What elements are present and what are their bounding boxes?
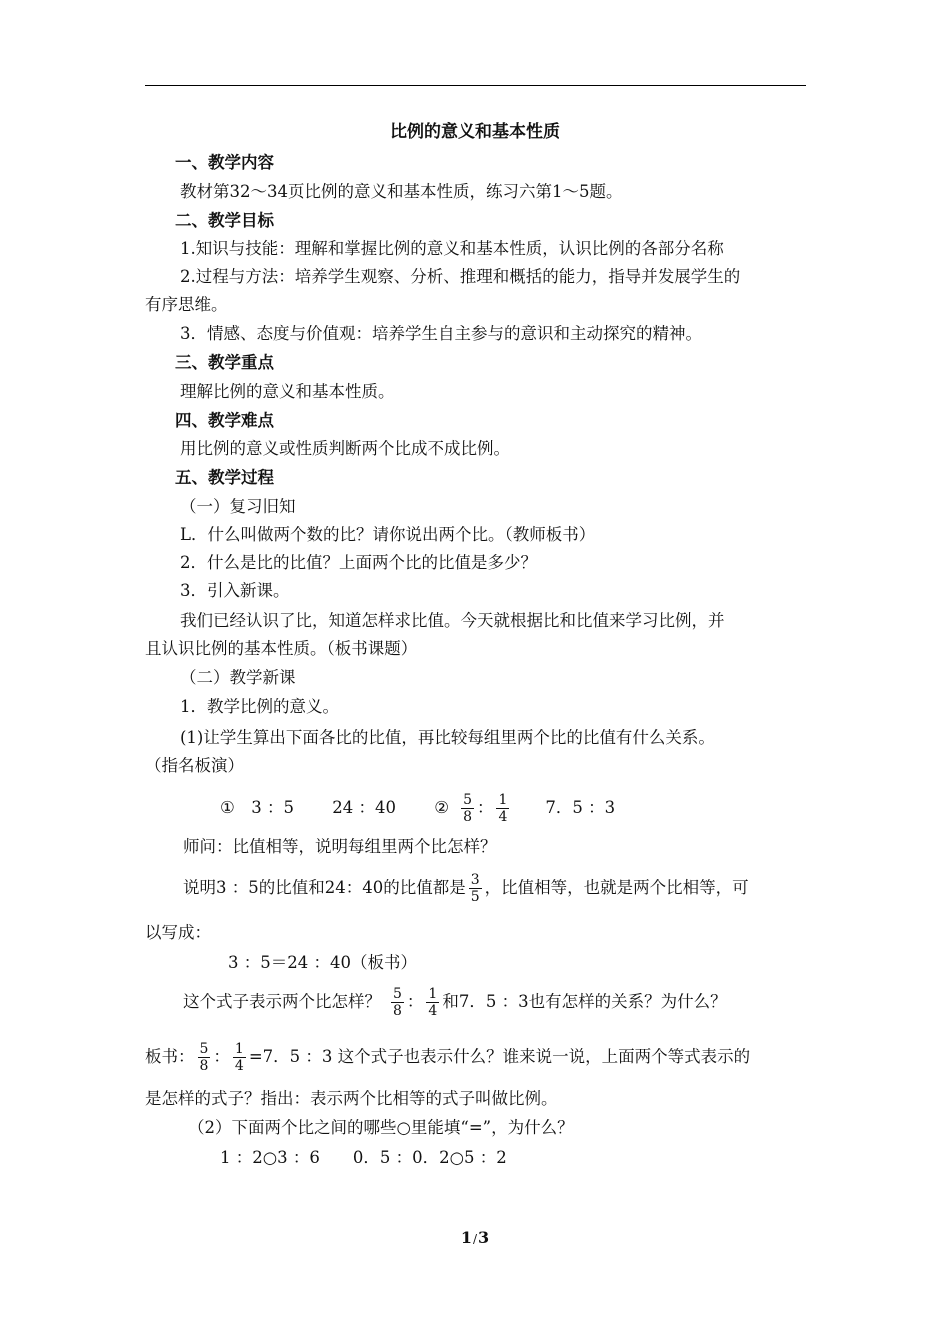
fraction-three-fifths	[469, 872, 482, 905]
heading-process: 五、教学过程	[175, 468, 274, 487]
ratio-colon: ：	[213, 1047, 230, 1066]
fraction-five-eighths	[198, 1041, 211, 1074]
fraction-numerator: 5	[463, 791, 472, 808]
explanation-pre: 说明3 ：5的比值和24：40的比值都是	[183, 878, 466, 897]
page-number	[0, 1228, 950, 1247]
expression-question-row	[183, 982, 727, 1022]
ratio-examples-row	[220, 788, 615, 828]
ratio-colon: ：	[476, 798, 494, 817]
exercise-1-line1: (1)让学生算出下面各比的比值，再比较每组里两个比的比值有什么关系。	[180, 728, 715, 747]
fraction-numerator: 1	[234, 1040, 244, 1057]
review-question-2: 2．什么是比的比值？上面两个比的比值是多少？	[180, 553, 537, 572]
current-page: 1	[460, 1228, 472, 1247]
part-1-label: （一）复习旧知	[180, 497, 296, 516]
heading-key-points: 三、教学重点	[175, 353, 274, 372]
expression-post: 和7．5 ：3也有怎样的关系？为什么？	[442, 992, 727, 1011]
fraction-numerator: 1	[428, 985, 438, 1002]
fraction-denominator: 4	[234, 1057, 244, 1074]
fraction-numerator: 3	[470, 871, 480, 888]
teacher-question: 师问：比值相等，说明每组里两个比怎样？	[183, 837, 497, 856]
fraction-one-quarter	[496, 792, 509, 825]
board-line2: 是怎样的式子？指出：表示两个比相等的式子叫做比例。	[145, 1089, 558, 1108]
goal-2-line2: 有序思维。	[145, 295, 228, 314]
explanation-line1	[183, 868, 749, 908]
expression-pre: 这个式子表示两个比怎样？	[183, 992, 381, 1011]
exercise-1-line2: （指名板演）	[145, 756, 244, 775]
fraction-denominator: 4	[428, 1002, 438, 1019]
key-points-text: 理解比例的意义和基本性质。	[180, 382, 395, 401]
intro-line-2: 且认识比例的基本性质。（板书课题）	[145, 639, 418, 658]
fraction-denominator: 8	[199, 1057, 209, 1074]
board-pre: 板书：	[145, 1047, 195, 1066]
fraction-numerator: 5	[393, 985, 402, 1002]
proportion-board-1: 3 ：5＝24 ：40（板书）	[228, 953, 417, 972]
heading-difficulties: 四、教学难点	[175, 411, 274, 430]
board-post: =7．5 ：3 这个式子也表示什么？谁来说一说，上面两个等式表示的	[248, 1047, 751, 1066]
fraction-denominator: 5	[470, 888, 480, 905]
fraction-numerator: 5	[199, 1040, 209, 1057]
review-question-3: 3．引入新课。	[180, 581, 290, 600]
header-rule	[145, 85, 806, 86]
page-title: 比例的意义和基本性质	[390, 122, 560, 142]
fraction-one-quarter	[233, 1041, 246, 1074]
content-text: 教材第32～34页比例的意义和基本性质，练习六第1～5题。	[180, 182, 623, 201]
fraction-denominator: 4	[498, 808, 508, 825]
fraction-five-eighths	[461, 792, 474, 825]
fraction-denominator: 8	[463, 808, 472, 825]
goal-3: 3．情感、态度与价值观：培养学生自主参与的意识和主动探究的精神。	[180, 324, 702, 343]
heading-content: 一、教学内容	[175, 153, 274, 172]
goal-2-line1: 2.过程与方法：培养学生观察、分析、推理和概括的能力，指导并发展学生的	[180, 267, 741, 286]
explanation-post: ，比值相等，也就是两个比相等，可	[484, 878, 749, 897]
review-question-1: L．什么叫做两个数的比？请你说出两个比。（教师板书）	[180, 525, 596, 544]
heading-goals: 二、教学目标	[175, 211, 274, 230]
ratio-examples-text: ① 3 ：5 24 ：40 ②	[220, 798, 450, 817]
goal-1: 1.知识与技能：理解和掌握比例的意义和基本性质，认识比例的各部分名称	[180, 239, 724, 258]
board-row	[145, 1037, 750, 1077]
difficulties-text: 用比例的意义或性质判断两个比成不成比例。	[180, 439, 510, 458]
new-lesson-1: 1．教学比例的意义。	[180, 697, 339, 716]
fraction-one-quarter	[426, 986, 439, 1019]
fraction-denominator: 8	[393, 1002, 402, 1019]
intro-line-1: 我们已经认识了比，知道怎样求比值。今天就根据比和比值来学习比例，并	[180, 611, 725, 630]
total-pages: 3	[478, 1228, 490, 1247]
fraction-numerator: 1	[498, 791, 508, 808]
fraction-five-eighths	[391, 986, 404, 1019]
exercise-2-question: （2）下面两个比之间的哪些○里能填“=”，为什么？	[188, 1118, 574, 1137]
page-separator: /	[472, 1232, 478, 1246]
part-2-label: （二）教学新课	[180, 668, 296, 687]
exercise-2-ratios: 1 ：2○3 ：6 0．5 ：0．2○5 ：2	[220, 1148, 507, 1167]
ratio-colon: ：	[406, 992, 424, 1011]
explanation-line2: 以写成：	[145, 923, 211, 942]
ratio-tail: 7．5 ：3	[512, 798, 616, 817]
